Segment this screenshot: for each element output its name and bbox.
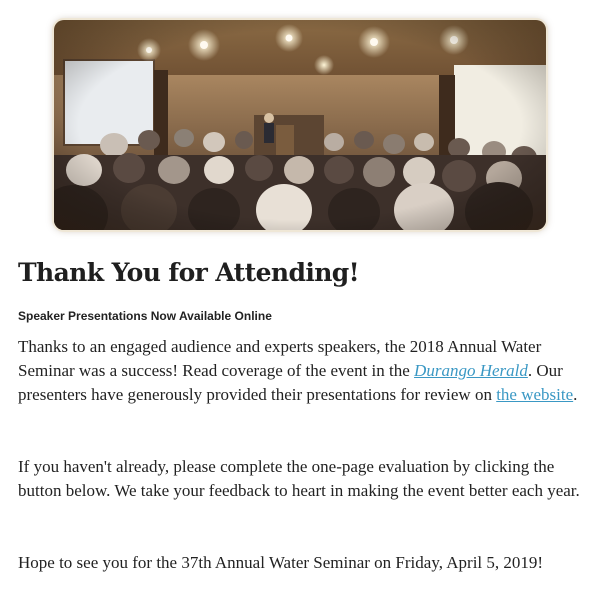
website-link[interactable]: the website <box>496 385 574 404</box>
hero-photo <box>54 20 546 230</box>
conference-audience-photo <box>54 20 546 230</box>
evaluation-paragraph: If you haven't already, please complete the one-page evaluation by clicking the button below. We take your feedback to heart in making the event better each year. <box>18 457 580 500</box>
section-subheading: Speaker Presentations Now Available Online <box>18 309 272 323</box>
intro-text-start: Thanks to an engaged audience and experts speakers, the 2018 Annual Water Seminar was a success! Read coverage of the event in the <box>18 337 542 380</box>
page-title: Thank You for Attending! <box>18 258 360 287</box>
intro-paragraph <box>18 335 590 407</box>
closing-paragraph: Hope to see you for the 37th Annual Water Seminar on Friday, April 5, 2019! <box>18 553 544 572</box>
durango-herald-link[interactable]: Durango Herald <box>414 361 528 380</box>
intro-text-end: . <box>573 385 578 404</box>
intro-text-middle: . Our presenters have generously provided their presentations for review on <box>18 361 563 404</box>
